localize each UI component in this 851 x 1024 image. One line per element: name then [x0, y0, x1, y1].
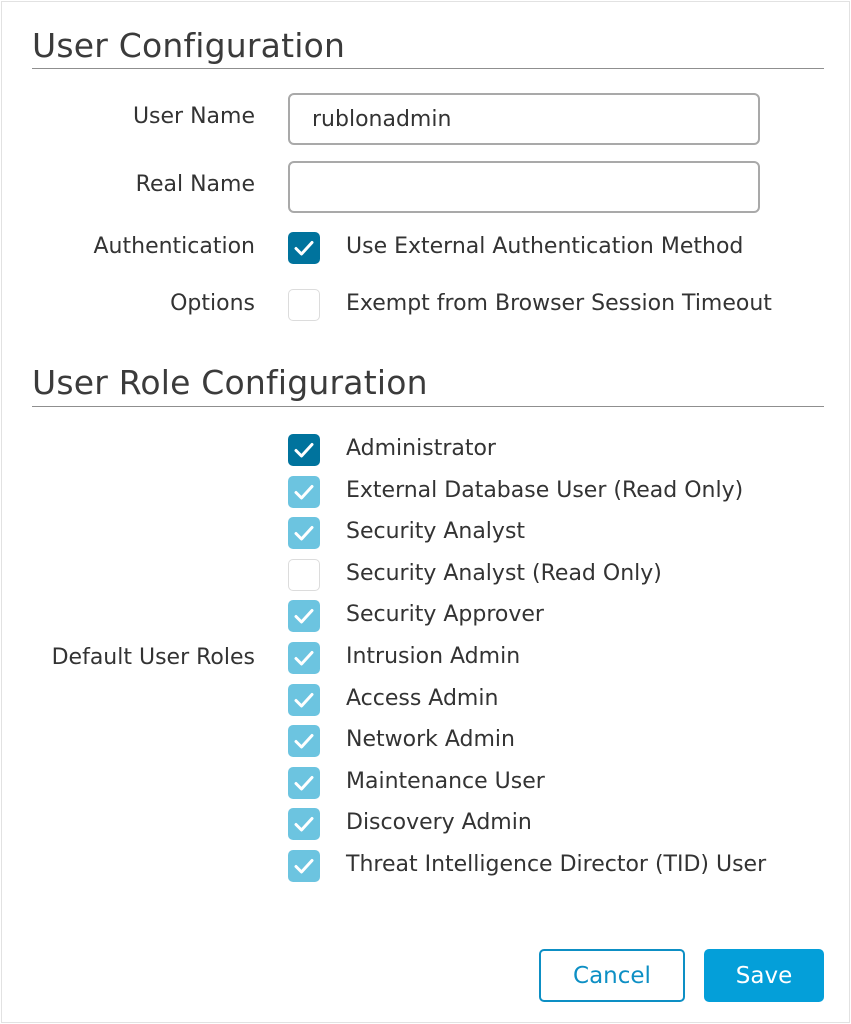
role-label[interactable]: Discovery Admin [346, 810, 532, 835]
checkmark-icon [292, 236, 316, 260]
role-label[interactable]: Security Analyst (Read Only) [346, 561, 662, 586]
section-divider [32, 406, 824, 407]
user-configuration-heading: User Configuration [32, 26, 346, 65]
checkmark-icon [292, 854, 316, 878]
role-label[interactable]: Network Admin [346, 727, 515, 752]
role-checkbox[interactable] [288, 434, 320, 466]
role-checkbox[interactable] [288, 600, 320, 632]
checkmark-icon [292, 438, 316, 462]
role-label[interactable]: Maintenance User [346, 769, 545, 794]
cancel-button[interactable]: Cancel [539, 949, 685, 1002]
checkmark-icon [292, 521, 316, 545]
checkmark-icon [292, 812, 316, 836]
real-name-input[interactable] [288, 161, 760, 213]
user-name-label: User Name [132, 104, 255, 129]
default-user-roles-label: Default User Roles [51, 645, 255, 670]
checkmark-icon [292, 646, 316, 670]
role-label[interactable]: Security Approver [346, 602, 544, 627]
role-label[interactable]: Intrusion Admin [346, 644, 521, 669]
role-checkbox[interactable] [288, 767, 320, 799]
role-checkbox[interactable] [288, 517, 320, 549]
role-checkbox[interactable] [288, 850, 320, 882]
role-label[interactable]: Administrator [346, 436, 496, 461]
exempt-timeout-checkbox[interactable] [288, 289, 320, 321]
role-label[interactable]: Threat Intelligence Director (TID) User [346, 852, 767, 877]
user-role-configuration-heading: User Role Configuration [32, 363, 428, 402]
role-label[interactable]: External Database User (Read Only) [346, 478, 744, 503]
external-auth-label[interactable]: Use External Authentication Method [346, 234, 744, 259]
role-checkbox[interactable] [288, 808, 320, 840]
checkmark-icon [292, 604, 316, 628]
user-name-input[interactable] [288, 93, 760, 145]
save-button[interactable]: Save [704, 949, 824, 1002]
role-checkbox[interactable] [288, 684, 320, 716]
options-label: Options [170, 291, 255, 316]
role-checkbox[interactable] [288, 476, 320, 508]
exempt-timeout-label[interactable]: Exempt from Browser Session Timeout [346, 291, 772, 316]
role-checkbox[interactable] [288, 559, 320, 591]
checkmark-icon [292, 729, 316, 753]
checkmark-icon [292, 771, 316, 795]
role-checkbox[interactable] [288, 642, 320, 674]
checkmark-icon [292, 480, 316, 504]
real-name-label: Real Name [135, 172, 255, 197]
section-divider [32, 68, 824, 69]
authentication-label: Authentication [93, 234, 255, 259]
role-label[interactable]: Access Admin [346, 686, 499, 711]
user-config-dialog [1, 1, 850, 1023]
role-label[interactable]: Security Analyst [346, 519, 526, 544]
checkmark-icon [292, 688, 316, 712]
role-checkbox[interactable] [288, 725, 320, 757]
external-auth-checkbox[interactable] [288, 232, 320, 264]
